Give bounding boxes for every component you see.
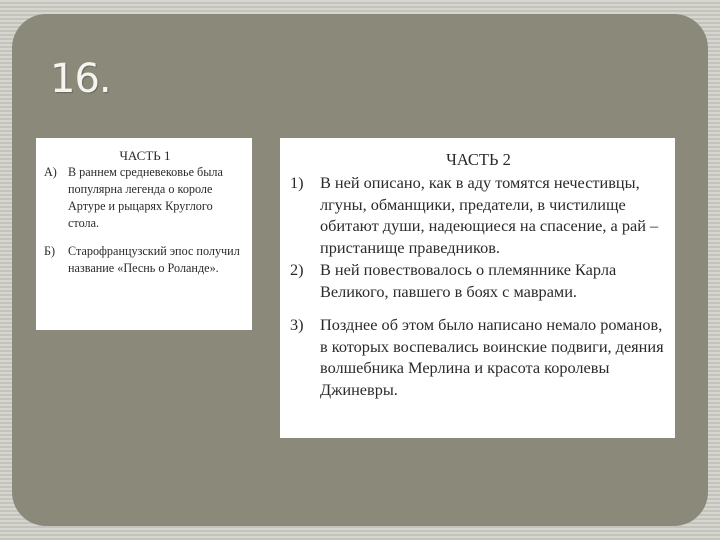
item-marker: 3)	[290, 315, 304, 334]
item-marker: 2)	[290, 260, 304, 279]
part1-item-a	[44, 164, 246, 232]
part2-item-2	[290, 259, 667, 302]
item-marker: 1)	[290, 173, 304, 192]
item-marker: Б)	[44, 244, 56, 258]
item-text: В ней повествовалось о племяннике Карла Великого, павшего в боях с маврами.	[320, 260, 617, 301]
part1-heading: ЧАСТЬ 1	[119, 148, 171, 163]
part2-item-3	[290, 314, 667, 400]
part2-item-1	[290, 172, 667, 258]
part1-item-b	[44, 243, 246, 277]
item-marker: А)	[44, 165, 57, 179]
item-text: В раннем средневековье была популярна легенда о короле Артуре и рыцарях Круглого стола.	[68, 165, 223, 230]
slide-title: 16.	[50, 56, 111, 102]
item-text: В ней описано, как в аду томятся нечестивцы, лгуны, обманщики, предатели, в чистилище обитают души, надеющиеся на спасение, а рай – пристанище праведников.	[320, 173, 659, 257]
part2-panel	[280, 138, 675, 438]
item-text: Позднее об этом было написано немало романов, в которых воспевались воинские подвиги, деяния волшебника Мерлина и красота королевы Джиневры.	[320, 315, 664, 399]
part2-heading: ЧАСТЬ 2	[446, 150, 511, 169]
item-text: Старофранцузский эпос получил название «Песнь о Роланде».	[68, 244, 240, 275]
part1-panel	[36, 138, 252, 330]
